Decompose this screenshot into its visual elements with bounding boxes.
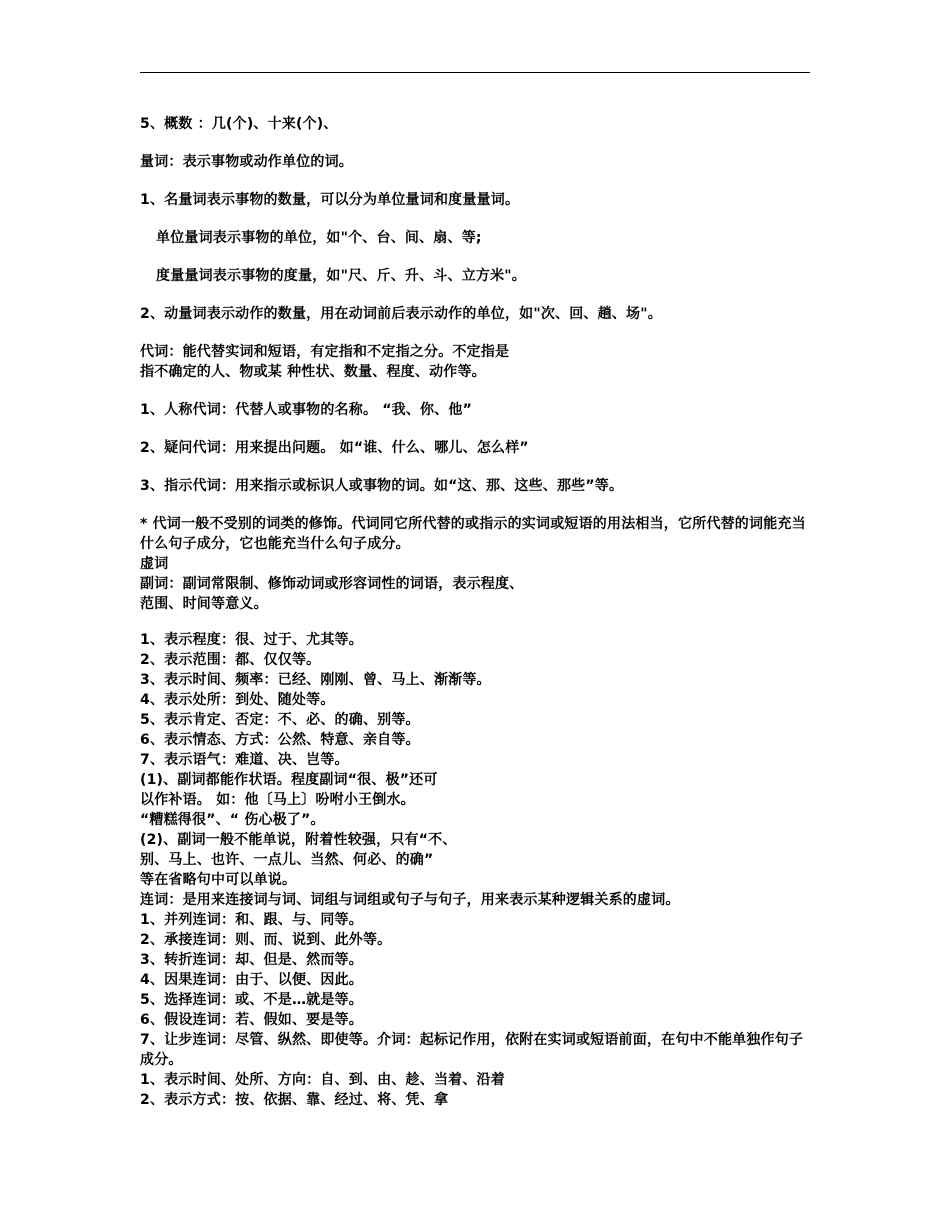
text-line-preposition-time-place: 1、表示时间、处所、方向：自、到、由、趁、当着、沿着: [140, 1072, 505, 1088]
text-line-adverb-note-4: (2)、副词一般不能单说，附着性较强，只有“不、: [140, 832, 457, 848]
text-line-numerals-approx: 5、概数 ：几(个)、十来(个)、: [140, 116, 338, 132]
text-line-adverb-note-2: 以作补语。 如：他〔马上〕吩咐小王倒水。: [140, 792, 415, 808]
text-line-adverb-def-1: 副词：副词常限制、修饰动词或形容词性的词语，表示程度、: [140, 576, 524, 592]
text-line-conj-sequential: 2、承接连词：则、而、说到、此外等。: [140, 932, 392, 948]
text-line-adverb-manner: 6、表示情态、方式：公然、特意、亲自等。: [140, 732, 420, 748]
text-line-degree-measure: 度量量词表示事物的度量，如"尺、斤、升、斗、立方米"。: [156, 268, 526, 284]
text-line-conj-alternative: 5、选择连词：或、不是…就是等。: [140, 992, 363, 1008]
text-line-adverb-affirm: 5、表示肯定、否定：不、必、的确、别等。: [140, 712, 420, 728]
text-line-conj-coordinate: 1、并列连词：和、跟、与、同等。: [140, 912, 363, 928]
text-line-adverb-scope: 2、表示范围：都、仅仅等。: [140, 652, 321, 668]
text-line-conjunction-def: 连词：是用来连接词与词、词组与词组或句子与句子，用来表示某种逻辑关系的虚词。: [140, 892, 680, 908]
text-line-adverb-place: 4、表示处所：到处、随处等。: [140, 692, 335, 708]
text-line-pronoun-def-2: 指不确定的人、物或某 种性状、数量、程度、动作等。: [140, 364, 486, 380]
text-line-function-words: 虚词: [140, 556, 169, 572]
text-line-adverb-note-5: 别、马上、也许、一点儿、当然、何必、的确”: [140, 852, 434, 868]
text-line-conj-adversative: 3、转折连词：却、但是、然而等。: [140, 952, 363, 968]
text-line-adverb-def-2: 范围、时间等意义。: [140, 596, 268, 612]
text-line-measure-word-def: 量词：表示事物或动作单位的词。: [140, 154, 353, 170]
text-line-pronoun-def-1: 代词：能代替实词和短语，有定指和不定指之分。不定指是: [140, 344, 510, 360]
text-line-interrogative-pronoun: 2、疑问代词：用来提出问题。 如“谁、什么、哪儿、怎么样”: [140, 440, 529, 456]
document-body: [140, 114, 810, 1110]
text-line-adverb-degree: 1、表示程度：很、过于、尤其等。: [140, 632, 363, 648]
text-line-verb-measure: 2、动量词表示动作的数量，用在动词前后表示动作的单位，如"次、回、趟、场"。: [140, 306, 662, 322]
text-line-personal-pronoun: 1、人称代词：代替人或事物的名称。 “我、你、他”: [140, 402, 473, 418]
text-line-conj-conditional: 6、假设连词：若、假如、要是等。: [140, 1012, 363, 1028]
text-line-adverb-note-6: 等在省略句中可以单说。: [140, 872, 297, 888]
text-line-conj-causal: 4、因果连词：由于、以便、因此。: [140, 972, 363, 988]
text-line-pronoun-note: * 代词一般不受别的词类的修饰。代词同它所代替的或指示的实词或短语的用法相当，它所代替的词能充当什么句子成分，它也能充当什么句子成分。: [140, 516, 806, 552]
document-page: [140, 0, 810, 1230]
text-line-adverb-note-1: (1)、副词都能作状语。程度副词“很、极”还可: [140, 772, 438, 788]
text-line-demonstrative-pronoun: 3、指示代词：用来指示或标识人或事物的词。如“这、那、这些、那些”等。: [140, 478, 624, 494]
text-line-adverb-time: 3、表示时间、频率：已经、刚刚、曾、马上、渐渐等。: [140, 672, 491, 688]
text-line-noun-measure: 1、名量词表示事物的数量，可以分为单位量词和度量量词。: [140, 192, 520, 208]
text-line-preposition-manner: 2、表示方式：按、依据、靠、经过、将、凭、拿: [140, 1092, 449, 1108]
header-rule: [140, 72, 810, 73]
text-line-adverb-note-3: “糟糕得很”、“ 伤心极了”。: [140, 812, 325, 828]
text-line-unit-measure: 单位量词表示事物的单位，如"个、台、间、扇、等;: [156, 230, 482, 246]
text-line-conj-concessive-preposition: 7、让步连词：尽管、纵然、即使等。介词：起标记作用，依附在实词或短语前面，在句中不能单独作句子成分。: [140, 1032, 804, 1068]
text-line-adverb-mood: 7、表示语气：难道、决、岂等。: [140, 752, 349, 768]
